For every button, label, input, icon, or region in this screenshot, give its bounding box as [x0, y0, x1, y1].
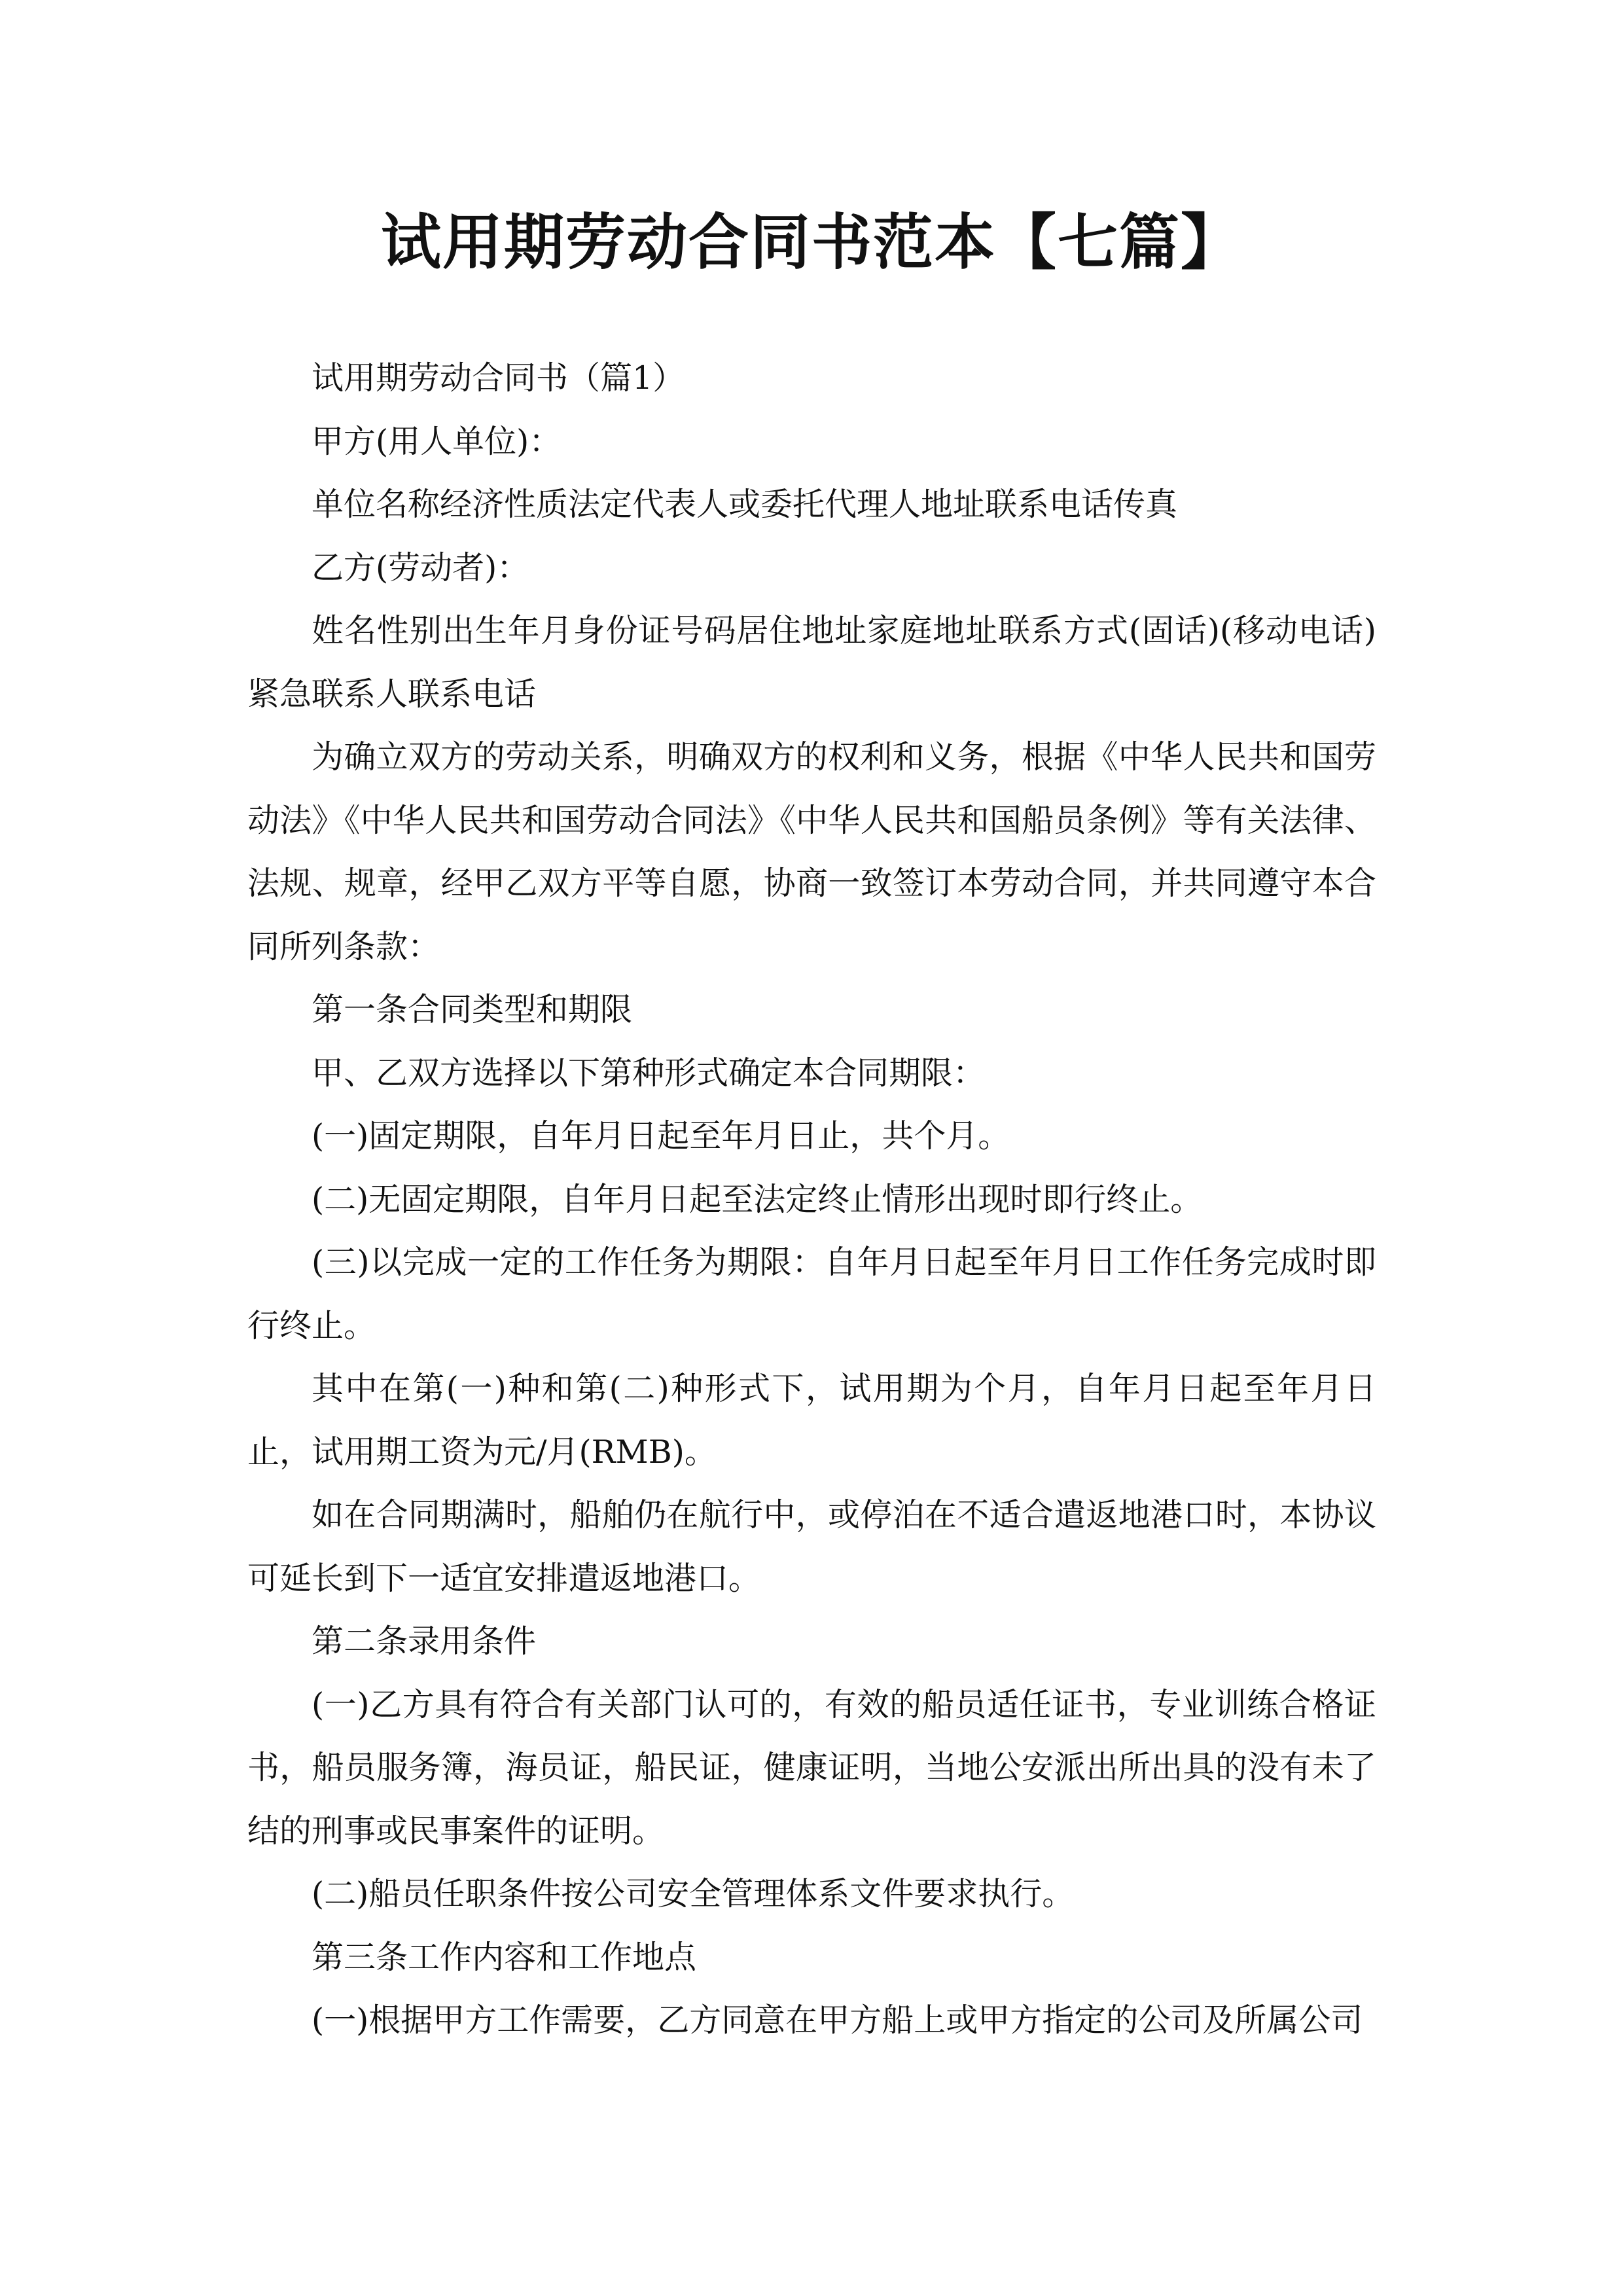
paragraph: 为确立双方的劳动关系，明确双方的权利和义务，根据《中华人民共和国劳动法》《中华人民共和国劳动合同法》《中华人民共和国船员条例》等有关法律、法规、规章，经甲乙双方平等自愿，协商一致签订本劳动合同，并共同遵守本合同所列条款： — [247, 738, 1376, 965]
paragraph: 乙方(劳动者)： — [312, 548, 529, 586]
paragraph: 甲方(用人单位)： — [312, 422, 562, 460]
paragraph: (一)根据甲方工作需要，乙方同意在甲方船上或甲方指定的公司及所属公司 — [312, 2001, 1363, 2039]
paragraph: (二)无固定期限，自年月日起至法定终止情形出现时即行终止。 — [312, 1180, 1203, 1218]
paragraph: 甲、乙双方选择以下第种形式确定本合同期限： — [312, 1054, 986, 1092]
paragraph: (三)以完成一定的工作任务为期限：自年月日起至年月日工作任务完成时即行终止。 — [247, 1244, 1376, 1344]
document-body — [247, 347, 1376, 2053]
paragraph: 第一条合同类型和期限 — [312, 991, 633, 1028]
paragraph: 试用期劳动合同书（篇1） — [312, 359, 685, 397]
paragraph: 姓名性别出生年月身份证号码居住地址家庭地址联系方式(固话)(移动电话)紧急联系人联系电话 — [247, 612, 1376, 713]
paragraph: 其中在第(一)种和第(二)种形式下，试用期为个月，自年月日起至年月日止，试用期工资为元/月(RMB)。 — [247, 1370, 1376, 1471]
document-title: 试用期劳动合同书范本【七篇】 — [380, 207, 1242, 278]
paragraph: 如在合同期满时，船舶仍在航行中，或停泊在不适合遣返地港口时，本协议可延长到下一适宜安排遣返地港口。 — [247, 1496, 1376, 1597]
paragraph: (一)固定期限，自年月日起至年月日止，共个月。 — [312, 1117, 1010, 1155]
paragraph: (二)船员任职条件按公司安全管理体系文件要求执行。 — [312, 1875, 1075, 1912]
paragraph: 单位名称经济性质法定代表人或委托代理人地址联系电话传真 — [312, 486, 1178, 523]
paragraph: 第三条工作内容和工作地点 — [312, 1938, 697, 1976]
paragraph: 第二条录用条件 — [312, 1623, 537, 1660]
paragraph: (一)乙方具有符合有关部门认可的，有效的船员适任证书，专业训练合格证书，船员服务簿，海员证，船民证，健康证明，当地公安派出所出具的没有未了结的刑事或民事案件的证明。 — [247, 1685, 1376, 1850]
